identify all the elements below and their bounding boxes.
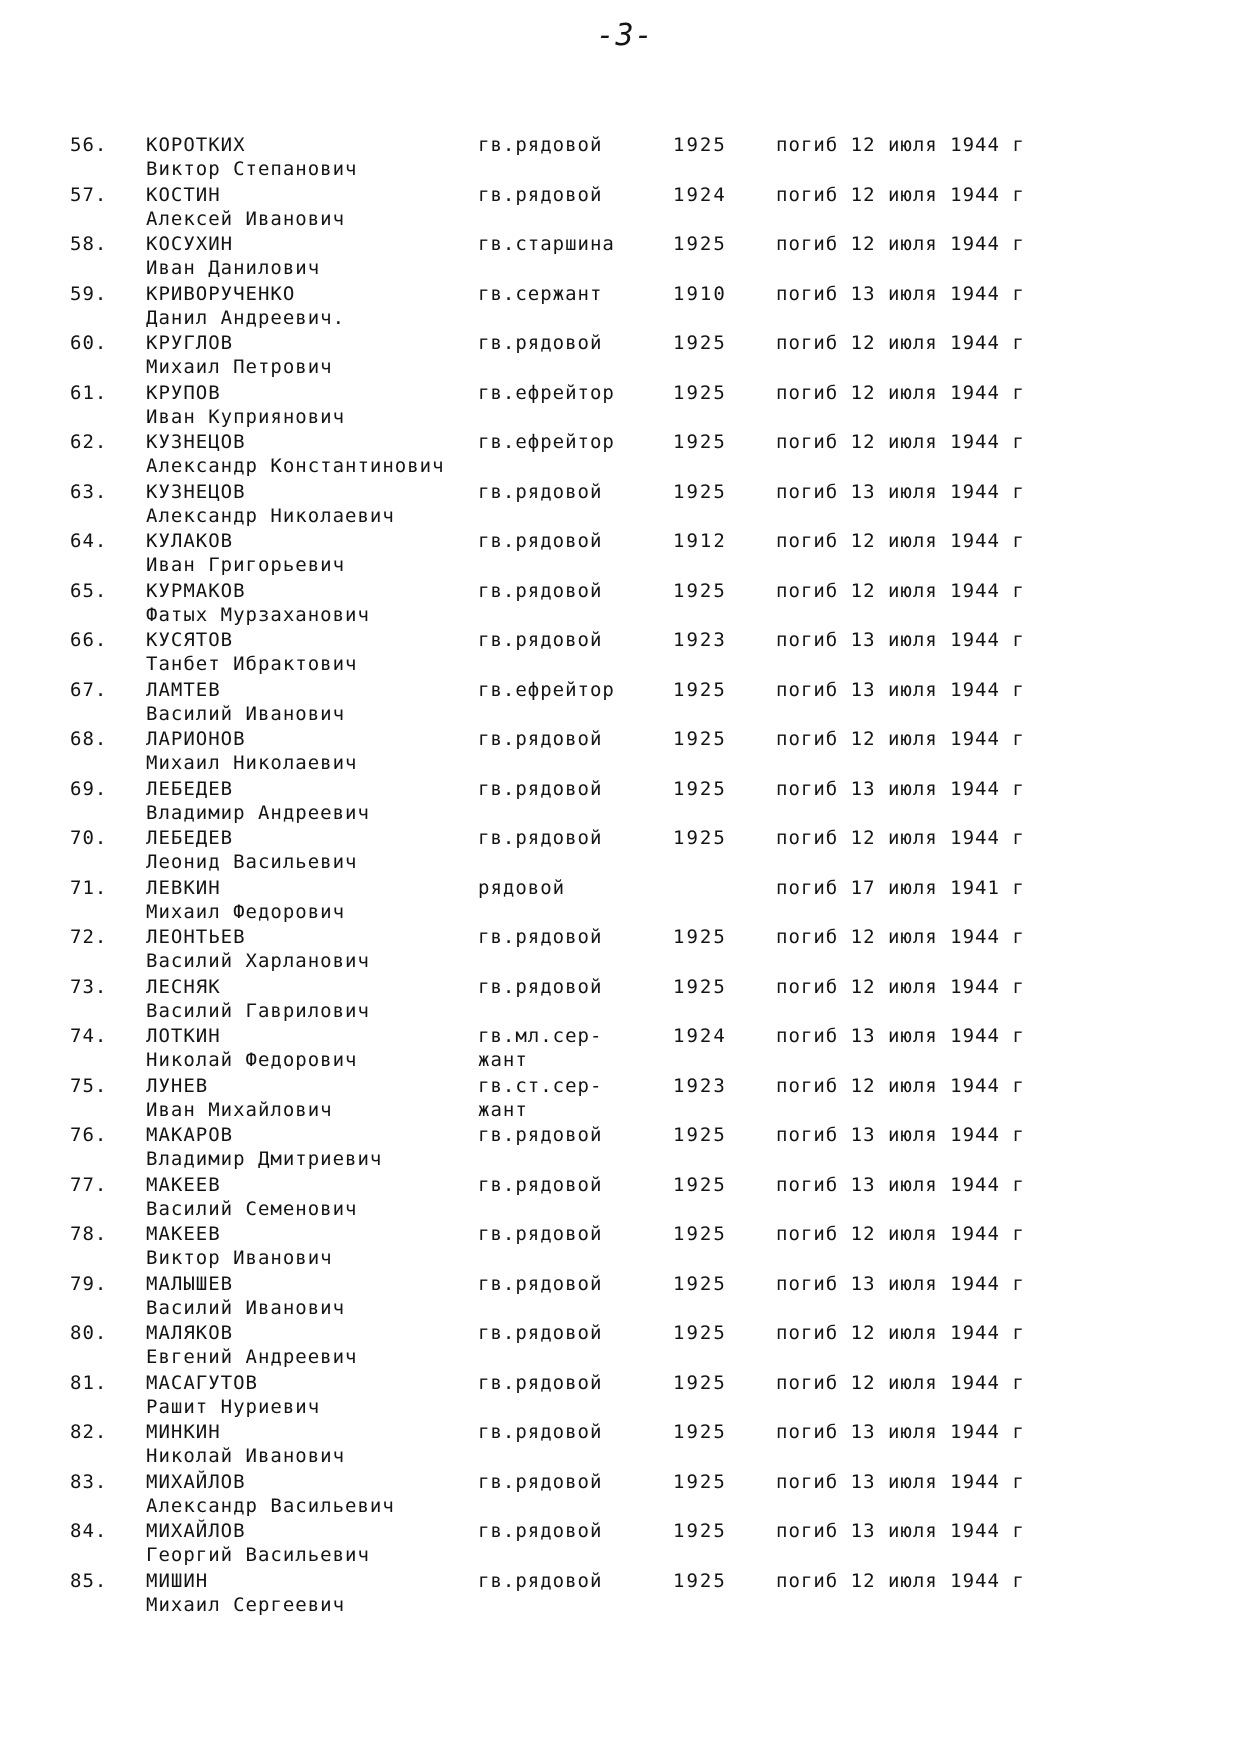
entry-rank: гв.рядовой	[478, 530, 603, 552]
entry-second-line	[0, 454, 1236, 478]
entry-rank: гв.ефрейтор	[478, 381, 615, 404]
entry-rank: гв.рядовой	[478, 1520, 603, 1542]
casualty-list	[0, 133, 1236, 1618]
entry-death-date: погиб 12 июля 1944 г	[776, 381, 1025, 404]
entry-surname: МАЛЫШЕВ	[146, 1272, 234, 1295]
list-item	[0, 1470, 1236, 1520]
list-item	[0, 975, 1236, 1025]
entry-given-names: Рашит Нуриевич	[146, 1395, 321, 1418]
entry-birth-year: 1925	[673, 1124, 727, 1146]
entry-birth-year: 1925	[673, 926, 727, 948]
entry-first-line	[0, 381, 1236, 405]
entry-rank: гв.рядовой	[478, 728, 603, 750]
entry-death-date: погиб 13 июля 1944 г	[776, 777, 1025, 800]
entry-surname: ЛАРИОНОВ	[146, 728, 246, 750]
entry-first-line	[0, 1569, 1236, 1593]
entry-number: 68.	[70, 728, 108, 750]
entry-given-names: Иван Михайлович	[146, 1098, 333, 1121]
entry-second-line	[0, 801, 1236, 825]
entry-surname: ЛАМТЕВ	[146, 678, 221, 701]
entry-first-line	[0, 678, 1236, 702]
entry-given-names: Владимир Андреевич	[146, 801, 370, 824]
list-item	[0, 1321, 1236, 1371]
entry-second-line	[0, 1296, 1236, 1320]
list-item	[0, 1371, 1236, 1421]
entry-rank: гв.ефрейтор	[478, 678, 615, 701]
entry-birth-year: 1912	[673, 530, 727, 552]
entry-second-line	[0, 1543, 1236, 1567]
entry-first-line	[0, 826, 1236, 850]
entry-first-line	[0, 331, 1236, 355]
entry-death-date: погиб 12 июля 1944 г	[776, 1569, 1025, 1592]
entry-first-line	[0, 727, 1236, 751]
entry-death-date: погиб 12 июля 1944 г	[776, 183, 1025, 206]
list-item	[0, 826, 1236, 876]
entry-first-line	[0, 282, 1236, 306]
entry-rank: гв.рядовой	[478, 134, 603, 156]
entry-rank: гв.рядовой	[478, 629, 603, 651]
entry-second-line	[0, 1395, 1236, 1419]
entry-birth-year: 1925	[673, 480, 727, 503]
entry-death-date: погиб 13 июля 1944 г	[776, 1025, 1025, 1047]
entry-given-names: Иван Куприянович	[146, 405, 346, 428]
entry-second-line	[0, 1345, 1236, 1369]
entry-first-line	[0, 183, 1236, 207]
entry-surname: ЛЕОНТЬЕВ	[146, 926, 246, 948]
entry-rank: гв.рядовой	[478, 183, 603, 206]
entry-birth-year: 1925	[673, 431, 727, 453]
entry-rank: гв.рядовой	[478, 975, 603, 998]
entry-rank: гв.ефрейтор	[478, 431, 615, 453]
list-item	[0, 183, 1236, 233]
entry-first-line	[0, 876, 1236, 900]
entry-second-line	[0, 1494, 1236, 1518]
entry-given-names: Михаил Сергеевич	[146, 1593, 346, 1616]
entry-given-names: Василий Иванович	[146, 702, 346, 725]
entry-death-date: погиб 13 июля 1944 г	[776, 678, 1025, 701]
entry-number: 72.	[70, 926, 108, 948]
entry-birth-year: 1925	[673, 381, 727, 404]
entry-first-line	[0, 1420, 1236, 1444]
entry-surname: МАЛЯКОВ	[146, 1322, 234, 1344]
entry-birth-year: 1925	[673, 134, 727, 156]
entry-second-line	[0, 355, 1236, 379]
entry-death-date: погиб 12 июля 1944 г	[776, 728, 1025, 750]
entry-birth-year: 1925	[673, 1322, 727, 1344]
entry-surname: КОРОТКИХ	[146, 134, 246, 156]
entry-number: 61.	[70, 381, 108, 404]
entry-birth-year: 1925	[673, 678, 727, 701]
entry-second-line	[0, 256, 1236, 280]
entry-first-line	[0, 1371, 1236, 1395]
entry-surname: МИХАЙЛОВ	[146, 1470, 246, 1493]
entry-rank: гв.мл.сер-	[478, 1025, 603, 1047]
entry-first-line	[0, 628, 1236, 652]
entry-first-line	[0, 232, 1236, 256]
entry-birth-year: 1925	[673, 1470, 727, 1493]
entry-given-names: Михаил Николаевич	[146, 752, 358, 774]
entry-rank: гв.ст.сер-	[478, 1074, 603, 1097]
entry-first-line	[0, 1173, 1236, 1197]
entry-first-line	[0, 777, 1236, 801]
entry-given-names: Александр Васильевич	[146, 1494, 395, 1517]
entry-death-date: погиб 12 июля 1944 г	[776, 579, 1025, 602]
entry-surname: КРИВОРУЧЕНКО	[146, 282, 296, 305]
entry-death-date: погиб 12 июля 1944 г	[776, 530, 1025, 552]
entry-number: 73.	[70, 975, 108, 998]
entry-death-date: погиб 12 июля 1944 г	[776, 975, 1025, 998]
entry-death-date: погиб 17 июля 1941 г	[776, 876, 1025, 899]
list-item	[0, 529, 1236, 579]
entry-number: 84.	[70, 1520, 108, 1542]
entry-first-line	[0, 1519, 1236, 1543]
entry-first-line	[0, 480, 1236, 504]
entry-first-line	[0, 1321, 1236, 1345]
entry-number: 70.	[70, 827, 108, 849]
entry-number: 85.	[70, 1569, 108, 1592]
entry-rank-continuation: жант	[478, 1049, 528, 1071]
list-item	[0, 1074, 1236, 1124]
entry-given-names: Иван Данилович	[146, 257, 321, 279]
entry-given-names: Василий Иванович	[146, 1296, 346, 1319]
entry-first-line	[0, 925, 1236, 949]
entry-birth-year: 1925	[673, 827, 727, 849]
entry-number: 60.	[70, 332, 108, 354]
entry-second-line	[0, 702, 1236, 726]
entry-birth-year: 1925	[673, 1223, 727, 1245]
entry-given-names: Танбет Ибрактович	[146, 653, 358, 675]
entry-birth-year: 1910	[673, 282, 727, 305]
list-item	[0, 579, 1236, 629]
list-item	[0, 381, 1236, 431]
list-item	[0, 133, 1236, 183]
entry-number: 58.	[70, 233, 108, 255]
list-item	[0, 925, 1236, 975]
entry-death-date: погиб 12 июля 1944 г	[776, 1322, 1025, 1344]
entry-surname: МАСАГУТОВ	[146, 1371, 258, 1394]
entry-number: 80.	[70, 1322, 108, 1344]
entry-second-line	[0, 652, 1236, 676]
entry-given-names: Виктор Иванович	[146, 1247, 333, 1269]
entry-surname: КУСЯТОВ	[146, 629, 234, 651]
entry-rank: гв.рядовой	[478, 777, 603, 800]
entry-second-line	[0, 751, 1236, 775]
entry-birth-year: 1924	[673, 1025, 727, 1047]
entry-second-line	[0, 850, 1236, 874]
list-item	[0, 777, 1236, 827]
entry-number: 56.	[70, 134, 108, 156]
entry-surname: КУЗНЕЦОВ	[146, 431, 246, 453]
entry-rank: гв.рядовой	[478, 1173, 603, 1196]
entry-rank: гв.старшина	[478, 233, 615, 255]
entry-birth-year: 1925	[673, 1371, 727, 1394]
entry-death-date: погиб 12 июля 1944 г	[776, 134, 1025, 156]
list-item	[0, 678, 1236, 728]
entry-death-date: погиб 13 июля 1944 г	[776, 1173, 1025, 1196]
entry-number: 62.	[70, 431, 108, 453]
entry-given-names: Александр Константинович	[146, 455, 445, 477]
entry-given-names: Алексей Иванович	[146, 207, 346, 230]
entry-given-names: Николай Федорович	[146, 1049, 358, 1071]
entry-rank: гв.рядовой	[478, 1223, 603, 1245]
entry-number: 79.	[70, 1272, 108, 1295]
entry-birth-year: 1925	[673, 1520, 727, 1542]
entry-number: 64.	[70, 530, 108, 552]
entry-rank: гв.сержант	[478, 282, 603, 305]
entry-number: 69.	[70, 777, 108, 800]
entry-number: 71.	[70, 876, 108, 899]
entry-second-line	[0, 1197, 1236, 1221]
entry-first-line	[0, 1222, 1236, 1246]
list-item	[0, 1024, 1236, 1074]
list-item	[0, 480, 1236, 530]
entry-given-names: Фатых Мурзаханович	[146, 603, 370, 626]
entry-birth-year: 1925	[673, 1421, 727, 1443]
list-item	[0, 1272, 1236, 1322]
list-item	[0, 282, 1236, 332]
entry-surname: КУРМАКОВ	[146, 579, 246, 602]
entry-second-line	[0, 603, 1236, 627]
list-item	[0, 232, 1236, 282]
entry-rank: гв.рядовой	[478, 1371, 603, 1394]
entry-birth-year: 1923	[673, 1074, 727, 1097]
entry-surname: КУЛАКОВ	[146, 530, 234, 552]
entry-given-names: Данил Андреевич.	[146, 306, 346, 329]
entry-given-names: Василий Гаврилович	[146, 999, 370, 1022]
entry-rank: гв.рядовой	[478, 1569, 603, 1592]
entry-surname: МАКАРОВ	[146, 1124, 234, 1146]
entry-birth-year: 1924	[673, 183, 727, 206]
entry-second-line	[0, 207, 1236, 231]
entry-death-date: погиб 13 июля 1944 г	[776, 1272, 1025, 1295]
entry-first-line	[0, 579, 1236, 603]
entry-second-line	[0, 1444, 1236, 1468]
entry-surname: ЛЕБЕДЕВ	[146, 827, 234, 849]
entry-given-names: Александр Николаевич	[146, 504, 395, 527]
entry-death-date: погиб 12 июля 1944 г	[776, 233, 1025, 255]
entry-surname: КУЗНЕЦОВ	[146, 480, 246, 503]
entry-first-line	[0, 1024, 1236, 1048]
entry-surname: КРУГЛОВ	[146, 332, 234, 354]
entry-birth-year: 1925	[673, 975, 727, 998]
entry-given-names: Михаил Федорович	[146, 900, 346, 923]
entry-surname: ЛОТКИН	[146, 1025, 221, 1047]
entry-number: 66.	[70, 629, 108, 651]
entry-surname: МИХАЙЛОВ	[146, 1520, 246, 1542]
entry-given-names: Леонид Васильевич	[146, 851, 358, 873]
entry-death-date: погиб 12 июля 1944 г	[776, 431, 1025, 453]
entry-birth-year: 1925	[673, 579, 727, 602]
entry-birth-year: 1925	[673, 332, 727, 354]
entry-given-names: Георгий Васильевич	[146, 1544, 370, 1566]
entry-first-line	[0, 133, 1236, 157]
entry-given-names: Михаил Петрович	[146, 356, 333, 378]
entry-surname: КРУПОВ	[146, 381, 221, 404]
entry-number: 65.	[70, 579, 108, 602]
entry-number: 74.	[70, 1025, 108, 1047]
entry-first-line	[0, 1272, 1236, 1296]
entry-surname: МАКЕЕВ	[146, 1223, 221, 1245]
entry-death-date: погиб 13 июля 1944 г	[776, 1421, 1025, 1443]
entry-rank: гв.рядовой	[478, 1124, 603, 1146]
list-item	[0, 1569, 1236, 1619]
entry-first-line	[0, 1074, 1236, 1098]
entry-death-date: погиб 12 июля 1944 г	[776, 1371, 1025, 1394]
entry-number: 76.	[70, 1124, 108, 1146]
entry-number: 82.	[70, 1421, 108, 1443]
entry-birth-year: 1925	[673, 728, 727, 750]
entry-number: 77.	[70, 1173, 108, 1196]
entry-surname: МИНКИН	[146, 1421, 221, 1443]
entry-number: 75.	[70, 1074, 108, 1097]
entry-second-line	[0, 1048, 1236, 1072]
entry-second-line	[0, 1147, 1236, 1171]
list-item	[0, 1173, 1236, 1223]
list-item	[0, 1420, 1236, 1470]
entry-death-date: погиб 13 июля 1944 г	[776, 1470, 1025, 1493]
entry-death-date: погиб 12 июля 1944 г	[776, 1074, 1025, 1097]
entry-death-date: погиб 13 июля 1944 г	[776, 629, 1025, 651]
entry-rank: гв.рядовой	[478, 579, 603, 602]
entry-given-names: Иван Григорьевич	[146, 554, 346, 576]
entry-second-line	[0, 999, 1236, 1023]
entry-birth-year: 1925	[673, 777, 727, 800]
list-item	[0, 1519, 1236, 1569]
entry-rank: гв.рядовой	[478, 480, 603, 503]
entry-given-names: Владимир Дмитриевич	[146, 1148, 383, 1170]
entry-rank-continuation: жант	[478, 1098, 528, 1121]
entry-rank: рядовой	[478, 876, 566, 899]
entry-birth-year: 1925	[673, 1272, 727, 1295]
entry-second-line	[0, 553, 1236, 577]
entry-number: 83.	[70, 1470, 108, 1493]
entry-given-names: Василий Семенович	[146, 1197, 358, 1220]
entry-birth-year: 1923	[673, 629, 727, 651]
entry-birth-year: 1925	[673, 1569, 727, 1592]
entry-second-line	[0, 405, 1236, 429]
entry-second-line	[0, 1246, 1236, 1270]
entry-first-line	[0, 430, 1236, 454]
list-item	[0, 1123, 1236, 1173]
list-item	[0, 430, 1236, 480]
entry-surname: МИШИН	[146, 1569, 209, 1592]
entry-first-line	[0, 975, 1236, 999]
entry-death-date: погиб 13 июля 1944 г	[776, 480, 1025, 503]
entry-given-names: Виктор Степанович	[146, 158, 358, 180]
entry-number: 81.	[70, 1371, 108, 1394]
list-item	[0, 876, 1236, 926]
entry-surname: ЛЕСНЯК	[146, 975, 221, 998]
entry-rank: гв.рядовой	[478, 1470, 603, 1493]
entry-death-date: погиб 12 июля 1944 г	[776, 332, 1025, 354]
entry-number: 63.	[70, 480, 108, 503]
entry-first-line	[0, 1123, 1236, 1147]
entry-first-line	[0, 1470, 1236, 1494]
entry-death-date: погиб 12 июля 1944 г	[776, 827, 1025, 849]
entry-surname: ЛЕБЕДЕВ	[146, 777, 234, 800]
entry-given-names: Василий Харланович	[146, 950, 370, 972]
entry-second-line	[0, 949, 1236, 973]
entry-death-date: погиб 13 июля 1944 г	[776, 282, 1025, 305]
entry-second-line	[0, 306, 1236, 330]
entry-second-line	[0, 504, 1236, 528]
entry-birth-year: 1925	[673, 1173, 727, 1196]
entry-death-date: погиб 13 июля 1944 г	[776, 1520, 1025, 1542]
entry-number: 67.	[70, 678, 108, 701]
entry-birth-year: 1925	[673, 233, 727, 255]
entry-rank: гв.рядовой	[478, 926, 603, 948]
entry-number: 59.	[70, 282, 108, 305]
entry-rank: гв.рядовой	[478, 1272, 603, 1295]
entry-given-names: Николай Иванович	[146, 1445, 346, 1467]
entry-number: 57.	[70, 183, 108, 206]
list-item	[0, 628, 1236, 678]
entry-second-line	[0, 1593, 1236, 1617]
entry-death-date: погиб 12 июля 1944 г	[776, 926, 1025, 948]
entry-death-date: погиб 12 июля 1944 г	[776, 1223, 1025, 1245]
entry-rank: гв.рядовой	[478, 332, 603, 354]
entry-rank: гв.рядовой	[478, 1322, 603, 1344]
entry-second-line	[0, 900, 1236, 924]
entry-death-date: погиб 13 июля 1944 г	[776, 1124, 1025, 1146]
page-number: -3-	[596, 18, 654, 53]
entry-second-line	[0, 157, 1236, 181]
list-item	[0, 1222, 1236, 1272]
entry-surname: ЛЕВКИН	[146, 876, 221, 899]
entry-surname: КОСТИН	[146, 183, 221, 206]
entry-second-line	[0, 1098, 1236, 1122]
entry-first-line	[0, 529, 1236, 553]
entry-surname: КОСУХИН	[146, 233, 234, 255]
entry-given-names: Евгений Андреевич	[146, 1346, 358, 1368]
entry-rank: гв.рядовой	[478, 1421, 603, 1443]
list-item	[0, 331, 1236, 381]
entry-number: 78.	[70, 1223, 108, 1245]
entry-surname: ЛУНЕВ	[146, 1074, 209, 1097]
entry-rank: гв.рядовой	[478, 827, 603, 849]
entry-surname: МАКЕЕВ	[146, 1173, 221, 1196]
list-item	[0, 727, 1236, 777]
